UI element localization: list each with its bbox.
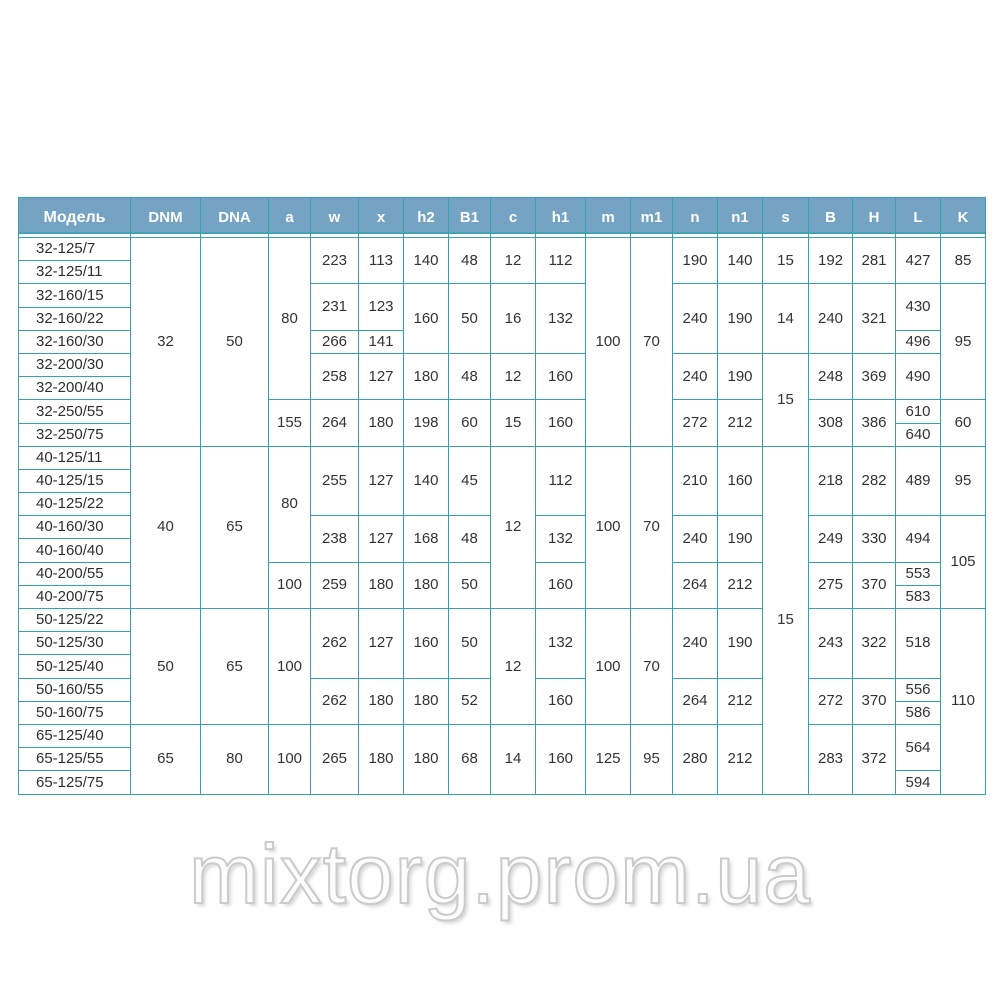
value-cell-b1: 45	[449, 446, 491, 516]
value-cell-w: 266	[311, 330, 359, 353]
value-cell-b: 249	[809, 516, 853, 562]
value-cell-w: 262	[311, 678, 359, 724]
value-cell-b: 218	[809, 446, 853, 516]
value-cell-b1: 68	[449, 724, 491, 794]
value-cell-w: 231	[311, 284, 359, 330]
value-cell-w: 265	[311, 724, 359, 794]
value-cell-k: 105	[941, 516, 986, 609]
value-cell-k: 85	[941, 238, 986, 284]
column-header-b: B	[809, 198, 853, 238]
value-cell-n: 210	[673, 446, 718, 516]
model-cell: 50-125/30	[19, 632, 131, 655]
value-cell-dna: 65	[201, 609, 269, 725]
table-row	[19, 446, 986, 469]
value-cell-k: 110	[941, 609, 986, 795]
model-cell: 32-250/55	[19, 400, 131, 423]
value-cell-w: 258	[311, 353, 359, 399]
value-cell-l: 518	[896, 609, 941, 679]
value-cell-w: 259	[311, 562, 359, 608]
value-cell-c: 12	[491, 609, 536, 725]
value-cell-b: 243	[809, 609, 853, 679]
model-cell: 40-200/55	[19, 562, 131, 585]
value-cell-b1: 50	[449, 609, 491, 679]
value-cell-k: 95	[941, 284, 986, 400]
value-cell-n1: 212	[718, 400, 763, 446]
value-cell-b1: 50	[449, 562, 491, 608]
model-cell: 50-125/22	[19, 609, 131, 632]
value-cell-x: 180	[359, 562, 404, 608]
value-cell-n1: 212	[718, 562, 763, 608]
value-cell-l: 594	[896, 771, 941, 794]
model-cell: 40-125/15	[19, 469, 131, 492]
value-cell-l: 640	[896, 423, 941, 446]
value-cell-n: 272	[673, 400, 718, 446]
value-cell-h1: 112	[536, 238, 586, 284]
value-cell-l: 490	[896, 353, 941, 399]
table-row	[19, 609, 986, 632]
value-cell-n1: 190	[718, 284, 763, 354]
value-cell-s: 15	[763, 353, 809, 446]
model-cell: 32-160/22	[19, 307, 131, 330]
value-cell-n1: 212	[718, 724, 763, 794]
value-cell-a: 100	[269, 562, 311, 608]
value-cell-c: 12	[491, 446, 536, 608]
model-cell: 40-125/22	[19, 493, 131, 516]
table-row	[19, 724, 986, 747]
value-cell-h: 370	[853, 678, 896, 724]
value-cell-h2: 160	[404, 284, 449, 354]
value-cell-b: 240	[809, 284, 853, 354]
model-cell: 65-125/55	[19, 748, 131, 771]
value-cell-h: 372	[853, 724, 896, 794]
model-cell: 65-125/40	[19, 724, 131, 747]
value-cell-h: 322	[853, 609, 896, 679]
value-cell-w: 264	[311, 400, 359, 446]
value-cell-h1: 132	[536, 284, 586, 354]
value-cell-n1: 190	[718, 609, 763, 679]
value-cell-h: 386	[853, 400, 896, 446]
column-header-h: H	[853, 198, 896, 238]
table-header-row	[19, 198, 986, 238]
value-cell-h1: 160	[536, 562, 586, 608]
value-cell-h2: 180	[404, 353, 449, 399]
value-cell-b: 308	[809, 400, 853, 446]
column-header-m: m	[586, 198, 631, 238]
value-cell-l: 494	[896, 516, 941, 562]
value-cell-dnm: 50	[131, 609, 201, 725]
value-cell-l: 427	[896, 238, 941, 284]
value-cell-n: 190	[673, 238, 718, 284]
column-header-dna: DNA	[201, 198, 269, 238]
value-cell-dna: 50	[201, 238, 269, 447]
model-cell: 50-125/40	[19, 655, 131, 678]
value-cell-x: 127	[359, 446, 404, 516]
value-cell-a: 155	[269, 400, 311, 446]
value-cell-l: 586	[896, 701, 941, 724]
value-cell-h: 370	[853, 562, 896, 608]
column-header-h2: h2	[404, 198, 449, 238]
column-header-c: c	[491, 198, 536, 238]
model-cell: 65-125/75	[19, 771, 131, 794]
column-header-b1: B1	[449, 198, 491, 238]
value-cell-b: 248	[809, 353, 853, 399]
value-cell-m1: 70	[631, 238, 673, 447]
value-cell-c: 12	[491, 238, 536, 284]
value-cell-h: 282	[853, 446, 896, 516]
value-cell-x: 113	[359, 238, 404, 284]
model-cell: 32-200/40	[19, 377, 131, 400]
value-cell-k: 95	[941, 446, 986, 516]
value-cell-a: 80	[269, 446, 311, 562]
value-cell-b1: 48	[449, 238, 491, 284]
value-cell-n: 264	[673, 678, 718, 724]
value-cell-a: 100	[269, 609, 311, 725]
value-cell-n1: 212	[718, 678, 763, 724]
model-cell: 50-160/55	[19, 678, 131, 701]
value-cell-m1: 95	[631, 724, 673, 794]
value-cell-h2: 140	[404, 238, 449, 284]
column-header-l: L	[896, 198, 941, 238]
value-cell-h1: 160	[536, 678, 586, 724]
value-cell-a: 80	[269, 238, 311, 400]
value-cell-h1: 160	[536, 353, 586, 399]
value-cell-h1: 160	[536, 724, 586, 794]
value-cell-c: 16	[491, 284, 536, 354]
value-cell-l: 489	[896, 446, 941, 516]
column-header-a: a	[269, 198, 311, 238]
column-header-m1: m1	[631, 198, 673, 238]
model-cell: 40-125/11	[19, 446, 131, 469]
value-cell-x: 180	[359, 678, 404, 724]
value-cell-h2: 160	[404, 609, 449, 679]
value-cell-h2: 180	[404, 724, 449, 794]
value-cell-l: 553	[896, 562, 941, 585]
value-cell-h1: 132	[536, 516, 586, 562]
model-cell: 40-160/40	[19, 539, 131, 562]
value-cell-n: 240	[673, 516, 718, 562]
model-cell: 50-160/75	[19, 701, 131, 724]
column-header-s: s	[763, 198, 809, 238]
value-cell-s: 14	[763, 284, 809, 354]
value-cell-l: 610	[896, 400, 941, 423]
value-cell-h2: 180	[404, 678, 449, 724]
value-cell-x: 127	[359, 516, 404, 562]
model-cell: 32-160/15	[19, 284, 131, 307]
value-cell-dnm: 32	[131, 238, 201, 447]
value-cell-m1: 70	[631, 446, 673, 608]
model-cell: 32-125/11	[19, 261, 131, 284]
value-cell-c: 14	[491, 724, 536, 794]
value-cell-b1: 48	[449, 353, 491, 399]
value-cell-n1: 190	[718, 353, 763, 399]
column-header-w: w	[311, 198, 359, 238]
model-cell: 40-200/75	[19, 585, 131, 608]
column-header-k: K	[941, 198, 986, 238]
value-cell-h1: 160	[536, 400, 586, 446]
value-cell-n: 240	[673, 284, 718, 354]
value-cell-b1: 52	[449, 678, 491, 724]
value-cell-n1: 140	[718, 238, 763, 284]
value-cell-n: 240	[673, 353, 718, 399]
value-cell-n1: 190	[718, 516, 763, 562]
value-cell-x: 123	[359, 284, 404, 330]
value-cell-x: 127	[359, 353, 404, 399]
value-cell-m: 100	[586, 446, 631, 608]
value-cell-h1: 112	[536, 446, 586, 516]
value-cell-w: 255	[311, 446, 359, 516]
value-cell-h: 281	[853, 238, 896, 284]
value-cell-b: 283	[809, 724, 853, 794]
value-cell-c: 15	[491, 400, 536, 446]
value-cell-m: 125	[586, 724, 631, 794]
value-cell-b: 275	[809, 562, 853, 608]
value-cell-dnm: 40	[131, 446, 201, 608]
column-header-dnm: DNM	[131, 198, 201, 238]
value-cell-h1: 132	[536, 609, 586, 679]
model-cell: 32-200/30	[19, 353, 131, 376]
value-cell-x: 180	[359, 400, 404, 446]
value-cell-l: 583	[896, 585, 941, 608]
value-cell-b: 192	[809, 238, 853, 284]
value-cell-s: 15	[763, 446, 809, 794]
value-cell-l: 430	[896, 284, 941, 330]
value-cell-dnm: 65	[131, 724, 201, 794]
value-cell-c: 12	[491, 353, 536, 399]
column-header-n1: n1	[718, 198, 763, 238]
value-cell-n: 280	[673, 724, 718, 794]
value-cell-m: 100	[586, 609, 631, 725]
column-header-x: x	[359, 198, 404, 238]
value-cell-w: 238	[311, 516, 359, 562]
value-cell-b1: 50	[449, 284, 491, 354]
value-cell-s: 15	[763, 238, 809, 284]
model-cell: 32-125/7	[19, 238, 131, 261]
value-cell-h2: 198	[404, 400, 449, 446]
value-cell-w: 262	[311, 609, 359, 679]
value-cell-w: 223	[311, 238, 359, 284]
value-cell-x: 141	[359, 330, 404, 353]
model-cell: 32-250/75	[19, 423, 131, 446]
column-header-h1: h1	[536, 198, 586, 238]
value-cell-dna: 65	[201, 446, 269, 608]
pump-dimensions-table	[18, 197, 986, 795]
value-cell-l: 556	[896, 678, 941, 701]
table-row	[19, 238, 986, 261]
value-cell-h: 321	[853, 284, 896, 354]
column-header-n: n	[673, 198, 718, 238]
value-cell-dna: 80	[201, 724, 269, 794]
value-cell-x: 127	[359, 609, 404, 679]
value-cell-m1: 70	[631, 609, 673, 725]
model-cell: 40-160/30	[19, 516, 131, 539]
value-cell-l: 564	[896, 724, 941, 770]
value-cell-n: 264	[673, 562, 718, 608]
value-cell-k: 60	[941, 400, 986, 446]
value-cell-h: 330	[853, 516, 896, 562]
value-cell-h: 369	[853, 353, 896, 399]
value-cell-n: 240	[673, 609, 718, 679]
value-cell-b1: 48	[449, 516, 491, 562]
model-cell: 32-160/30	[19, 330, 131, 353]
value-cell-h2: 180	[404, 562, 449, 608]
value-cell-b: 272	[809, 678, 853, 724]
value-cell-m: 100	[586, 238, 631, 447]
value-cell-a: 100	[269, 724, 311, 794]
column-header-model: Модель	[19, 198, 131, 238]
value-cell-h2: 168	[404, 516, 449, 562]
watermark-text: mixtorg.prom.ua	[189, 827, 811, 921]
value-cell-l: 496	[896, 330, 941, 353]
value-cell-x: 180	[359, 724, 404, 794]
value-cell-b1: 60	[449, 400, 491, 446]
value-cell-n1: 160	[718, 446, 763, 516]
value-cell-h2: 140	[404, 446, 449, 516]
